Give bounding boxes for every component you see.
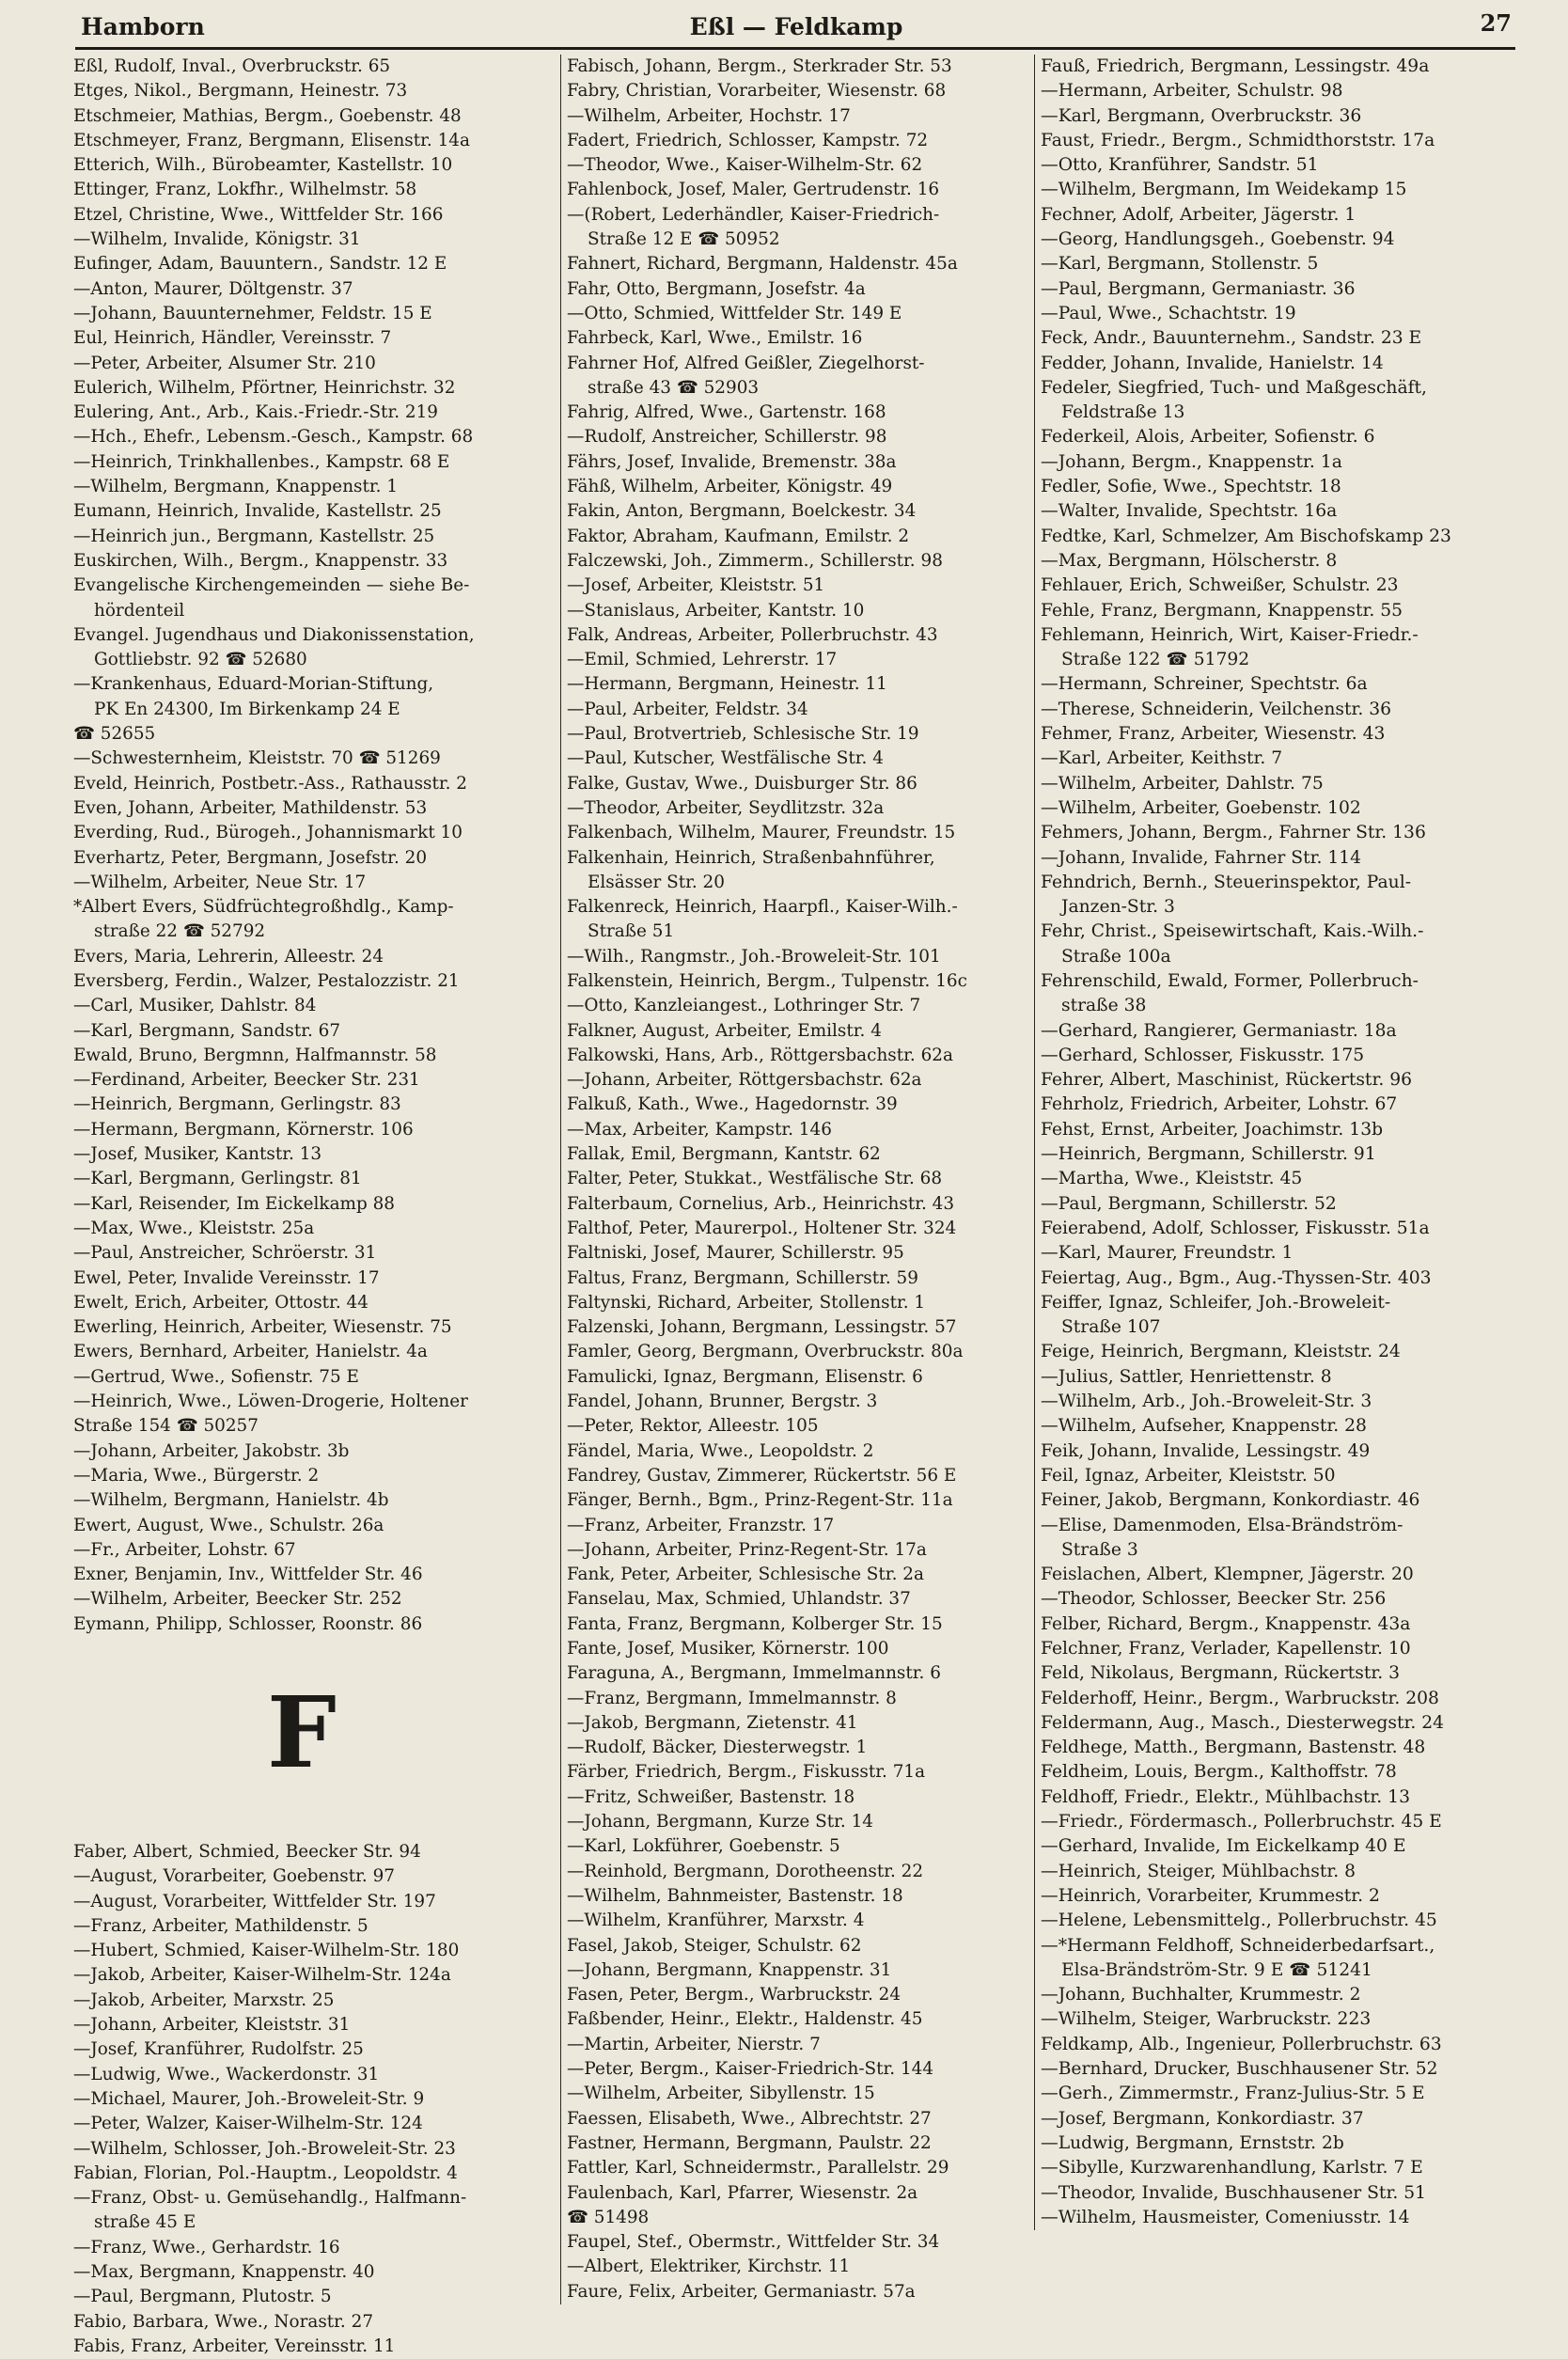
directory-entry: Fährs, Josef, Invalide, Bremenstr. 38a (567, 451, 897, 472)
directory-entry: Eumann, Heinrich, Invalide, Kastellstr. 25 (73, 501, 442, 522)
directory-entry: —Schwesternheim, Kleiststr. 70 ☎ 51269 (73, 748, 441, 769)
directory-entry: —Wilhelm, Bergmann, Im Weidekamp 15 (1041, 180, 1407, 200)
directory-entry: —Johann, Arbeiter, Prinz-Regent-Str. 17a (567, 1539, 927, 1560)
directory-entry: Faraguna, A., Bergmann, Immelmannstr. 6 (567, 1663, 941, 1684)
directory-entry: —Josef, Kranführer, Rudolfstr. 25 (73, 2039, 364, 2060)
directory-entry: —Johann, Arbeiter, Jakobstr. 3b (73, 1440, 350, 1461)
directory-entry: Feldhege, Matth., Bergmann, Bastenstr. 48 (1041, 1738, 1426, 1758)
directory-entry: —Helene, Lebensmittelg., Pollerbruchstr. 45 (1041, 1911, 1437, 1931)
directory-entry: Feiertag, Aug., Bgm., Aug.-Thyssen-Str. 403 (1041, 1267, 1432, 1288)
directory-entry: —*Hermann Feldhoff, Schneiderbedarfsart., (1041, 1935, 1435, 1956)
directory-entry: Everhartz, Peter, Bergmann, Josefstr. 20 (73, 847, 428, 868)
directory-entry: Fante, Josef, Musiker, Körnerstr. 100 (567, 1639, 889, 1659)
directory-entry: Etschmeier, Mathias, Bergm., Goebenstr. 48 (73, 105, 462, 126)
directory-entry: —Peter, Arbeiter, Alsumer Str. 210 (73, 353, 376, 373)
directory-entry: —Wilhelm, Kranführer, Marxstr. 4 (567, 1911, 865, 1931)
directory-entry: —Therese, Schneiderin, Veilchenstr. 36 (1041, 699, 1392, 719)
directory-entry: Eufinger, Adam, Bauuntern., Sandstr. 12 E (73, 254, 447, 275)
directory-entry: —Paul, Brotvertrieb, Schlesische Str. 19 (567, 724, 919, 745)
directory-entry: Eulering, Ant., Arb., Kais.-Friedr.-Str. 219 (73, 402, 439, 423)
directory-entry: —Johann, Bergm., Knappenstr. 1a (1041, 451, 1342, 472)
directory-entry: Eveld, Heinrich, Postbetr.-Ass., Rathausstr. 2 (73, 773, 468, 794)
directory-entry: Faltniski, Josef, Maurer, Schillerstr. 95 (567, 1243, 904, 1264)
directory-entry: Fedeler, Siegfried, Tuch- und Maßgeschäft, (1041, 377, 1427, 398)
directory-entry: —Theodor, Wwe., Kaiser-Wilhelm-Str. 62 (567, 155, 923, 176)
directory-entry: —Franz, Arbeiter, Mathildenstr. 5 (73, 1915, 368, 1936)
directory-entry: —Josef, Bergmann, Konkordiastr. 37 (1041, 2108, 1364, 2129)
directory-entry: Faßbender, Heinr., Elektr., Haldenstr. 45 (567, 2009, 923, 2030)
directory-entry: —Wilhelm, Arbeiter, Sibyllenstr. 15 (567, 2084, 875, 2104)
directory-entry: —Karl, Arbeiter, Keithstr. 7 (1041, 748, 1283, 769)
directory-entry: Faessen, Elisabeth, Wwe., Albrechtstr. 27 (567, 2108, 932, 2129)
directory-entry: Evangelische Kirchengemeinden — siehe Be- (73, 575, 470, 596)
directory-entry: Etges, Nikol., Bergmann, Heinestr. 73 (73, 81, 408, 102)
directory-entry: —Gerh., Zimmermstr., Franz-Julius-Str. 5 E (1041, 2084, 1425, 2104)
column-1-entries-e (73, 55, 543, 1637)
directory-entry: —Gertrud, Wwe., Sofienstr. 75 E (73, 1366, 359, 1387)
directory-entry: —Albert, Elektriker, Kirchstr. 11 (567, 2257, 851, 2277)
page-header (81, 9, 1512, 47)
directory-entry: Feiffer, Ignaz, Schleifer, Joh.-Broweleit- (1041, 1292, 1391, 1313)
directory-entry: —Fr., Arbeiter, Lohstr. 67 (73, 1539, 296, 1560)
directory-entry: Fehmer, Franz, Arbeiter, Wiesenstr. 43 (1041, 724, 1386, 745)
directory-entry: —Franz, Arbeiter, Franzstr. 17 (567, 1515, 835, 1535)
directory-entry: Falczewski, Joh., Zimmerm., Schillerstr. 98 (567, 550, 943, 571)
directory-entry: —Max, Bergmann, Knappenstr. 40 (73, 2262, 375, 2283)
directory-entry: ☎ 52655 (73, 724, 156, 745)
directory-entry: Fechner, Adolf, Arbeiter, Jägerstr. 1 (1041, 204, 1356, 225)
directory-entry: Straße 3 (1061, 1539, 1138, 1560)
directory-entry: Eßl, Rudolf, Inval., Overbruckstr. 65 (73, 56, 391, 76)
directory-entry: —Johann, Bergmann, Knappenstr. 31 (567, 1959, 892, 1980)
directory-entry: —Wilhelm, Arbeiter, Beecker Str. 252 (73, 1589, 402, 1610)
directory-entry: —Hermann, Arbeiter, Schulstr. 98 (1041, 81, 1343, 102)
header-center-range: Eßl — Feldkamp (689, 13, 903, 40)
directory-entry: Feislachen, Albert, Klempner, Jägerstr. 20 (1041, 1565, 1414, 1585)
directory-entry: —Franz, Bergmann, Immelmannstr. 8 (567, 1688, 897, 1708)
directory-entry: Fahnert, Richard, Bergmann, Haldenstr. 45a (567, 254, 958, 275)
directory-entry: Fasel, Jakob, Steiger, Schulstr. 62 (567, 1935, 862, 1956)
directory-entry: Falkner, August, Arbeiter, Emilstr. 4 (567, 1020, 882, 1041)
directory-entry: —Heinrich jun., Bergmann, Kastellstr. 25 (73, 526, 435, 546)
directory-entry: Fehr, Christ., Speisewirtschaft, Kais.-Wilh.- (1041, 921, 1424, 942)
directory-entry: Falkuß, Kath., Wwe., Hagedornstr. 39 (567, 1094, 898, 1115)
directory-entry: straße 43 ☎ 52903 (588, 377, 760, 398)
directory-entry: —Wilh., Rangmstr., Joh.-Broweleit-Str. 101 (567, 946, 941, 967)
directory-entry: —Ludwig, Wwe., Wackerdonstr. 31 (73, 2064, 380, 2084)
directory-entry: straße 45 E (94, 2212, 196, 2233)
directory-entry: —Gerhard, Invalide, Im Eickelkamp 40 E (1041, 1836, 1406, 1857)
directory-entry: Fedtke, Karl, Schmelzer, Am Bischofskamp 23 (1041, 526, 1451, 546)
directory-entry: Famulicki, Ignaz, Bergmann, Elisenstr. 6 (567, 1366, 923, 1387)
section-letter: F (267, 1675, 337, 1790)
column-1 (73, 55, 543, 2359)
directory-entry: —Karl, Bergmann, Sandstr. 67 (73, 1020, 341, 1041)
directory-entry: —Sibylle, Kurzwarenhandlung, Karlstr. 7 E (1041, 2158, 1423, 2178)
directory-entry: Etschmeyer, Franz, Bergmann, Elisenstr. 14a (73, 130, 470, 150)
directory-entry: Fehlauer, Erich, Schweißer, Schulstr. 23 (1041, 575, 1399, 596)
directory-entry: Ewelt, Erich, Arbeiter, Ottostr. 44 (73, 1292, 368, 1313)
directory-entry: —Otto, Schmied, Wittfelder Str. 149 E (567, 303, 902, 323)
directory-entry: —Josef, Musiker, Kantstr. 13 (73, 1144, 322, 1165)
directory-entry: —Karl, Bergmann, Gerlingstr. 81 (73, 1169, 362, 1189)
directory-entry: —Gerhard, Schlosser, Fiskusstr. 175 (1041, 1045, 1365, 1065)
directory-entry: —Stanislaus, Arbeiter, Kantstr. 10 (567, 600, 865, 621)
directory-entry: Etterich, Wilh., Bürobeamter, Kastellstr. 10 (73, 155, 453, 176)
directory-entry: Fauß, Friedrich, Bergmann, Lessingstr. 49a (1041, 56, 1430, 76)
directory-entry: Faure, Felix, Arbeiter, Germaniastr. 57a (567, 2281, 916, 2302)
directory-entry: Straße 100a (1061, 946, 1171, 967)
directory-entry: —Theodor, Invalide, Buschhausener Str. 51 (1041, 2182, 1426, 2203)
directory-entry: Eversberg, Ferdin., Walzer, Pestalozzistr. 21 (73, 970, 460, 991)
directory-entry: —Hubert, Schmied, Kaiser-Wilhelm-Str. 180 (73, 1941, 460, 1961)
directory-entry: —Otto, Kranführer, Sandstr. 51 (1041, 155, 1319, 176)
directory-entry: Faulenbach, Karl, Pfarrer, Wiesenstr. 2a (567, 2182, 918, 2203)
directory-entry: Gottliebstr. 92 ☎ 52680 (94, 650, 307, 670)
directory-entry: —Hermann, Bergmann, Körnerstr. 106 (73, 1119, 414, 1140)
directory-entry: —Martin, Arbeiter, Nierstr. 7 (567, 2034, 821, 2054)
directory-entry: —Paul, Wwe., Schachtstr. 19 (1041, 303, 1296, 323)
directory-entry: PK En 24300, Im Birkenkamp 24 E (94, 699, 400, 719)
directory-entry: Fabian, Florian, Pol.-Hauptm., Leopoldstr. 4 (73, 2162, 458, 2183)
directory-entry: —Ferdinand, Arbeiter, Beecker Str. 231 (73, 1070, 420, 1091)
directory-entry: Fändel, Maria, Wwe., Leopoldstr. 2 (567, 1440, 874, 1461)
directory-entry: Ewald, Bruno, Bergmnn, Halfmannstr. 58 (73, 1045, 437, 1065)
directory-entry: —Peter, Walzer, Kaiser-Wilhelm-Str. 124 (73, 2114, 423, 2134)
directory-entry: —Johann, Arbeiter, Kleiststr. 31 (73, 2015, 351, 2036)
directory-entry: Fank, Peter, Arbeiter, Schlesische Str. 2a (567, 1565, 924, 1585)
directory-entry: Falzenski, Johann, Bergmann, Lessingstr. 57 (567, 1317, 957, 1338)
directory-entry: —Wilhelm, Aufseher, Knappenstr. 28 (1041, 1416, 1367, 1437)
directory-entry: —Peter, Rektor, Alleestr. 105 (567, 1416, 819, 1437)
directory-entry: Straße 51 (588, 921, 675, 942)
directory-entry: Elsässer Str. 20 (588, 872, 725, 892)
directory-entry: Faltus, Franz, Bergmann, Schillerstr. 59 (567, 1267, 918, 1288)
directory-entry: Fehrholz, Friedrich, Arbeiter, Lohstr. 67 (1041, 1094, 1398, 1115)
directory-entry: Euskirchen, Wilh., Bergm., Knappenstr. 33 (73, 550, 448, 571)
directory-entry: —Paul, Bergmann, Plutostr. 5 (73, 2287, 332, 2307)
directory-entry: Fanta, Franz, Bergmann, Kolberger Str. 15 (567, 1613, 943, 1634)
directory-entry: Falkenreck, Heinrich, Haarpfl., Kaiser-Wilh.- (567, 897, 958, 918)
directory-entry: —Johann, Bergmann, Kurze Str. 14 (567, 1812, 874, 1832)
directory-entry: —Anton, Maurer, Döltgenstr. 37 (73, 278, 353, 299)
directory-entry: Faupel, Stef., Obermstr., Wittfelder Str. 34 (567, 2232, 940, 2253)
directory-entry: —Franz, Wwe., Gerhardstr. 16 (73, 2237, 340, 2257)
directory-entry: —Heinrich, Trinkhallenbes., Kampstr. 68 E (73, 451, 450, 472)
directory-entry: Fallak, Emil, Bergmann, Kantstr. 62 (567, 1144, 881, 1165)
directory-entry: Fastner, Hermann, Bergmann, Paulstr. 22 (567, 2132, 932, 2153)
directory-entry: —Hermann, Schreiner, Spechtstr. 6a (1041, 674, 1368, 695)
directory-entry: Fahrbeck, Karl, Wwe., Emilstr. 16 (567, 328, 863, 349)
section-letter-box (73, 1637, 543, 1840)
directory-entry: Fahrig, Alfred, Wwe., Gartenstr. 168 (567, 402, 886, 423)
directory-entry: —(Robert, Lederhändler, Kaiser-Friedrich- (567, 204, 940, 225)
directory-entry: —Wilhelm, Arbeiter, Hochstr. 17 (567, 105, 851, 126)
directory-entry: —Wilhelm, Arbeiter, Dahlstr. 75 (1041, 773, 1324, 794)
directory-entry: straße 22 ☎ 52792 (94, 921, 266, 942)
directory-entry: —Paul, Anstreicher, Schröerstr. 31 (73, 1243, 377, 1264)
directory-entry: Färber, Friedrich, Bergm., Fiskusstr. 71a (567, 1762, 926, 1783)
directory-entry: Feldhoff, Friedr., Elektr., Mühlbachstr. 13 (1041, 1786, 1410, 1807)
directory-entry: Straße 107 (1061, 1317, 1161, 1338)
directory-entry: Falkenhain, Heinrich, Straßenbahnführer, (567, 847, 935, 868)
directory-entry: —Max, Arbeiter, Kampstr. 146 (567, 1119, 832, 1140)
directory-entry: Fedder, Johann, Invalide, Hanielstr. 14 (1041, 353, 1384, 373)
directory-entry: Feldstraße 13 (1061, 402, 1185, 423)
directory-entry: —Wilhelm, Bergmann, Knappenstr. 1 (73, 477, 399, 497)
directory-entry: Fehle, Franz, Bergmann, Knappenstr. 55 (1041, 600, 1403, 621)
directory-entry: —Ludwig, Bergmann, Ernststr. 2b (1041, 2132, 1344, 2153)
directory-entry: Fehndrich, Bernh., Steuerinspektor, Paul- (1041, 872, 1412, 892)
directory-entry: —Karl, Lokführer, Goebenstr. 5 (567, 1836, 840, 1857)
directory-entry: —Johann, Arbeiter, Röttgersbachstr. 62a (567, 1070, 922, 1091)
directory-entry: Fehmers, Johann, Bergm., Fahrner Str. 136 (1041, 823, 1426, 843)
directory-entry: Falkenbach, Wilhelm, Maurer, Freundstr. 15 (567, 823, 956, 843)
column-1-entries-f (73, 1840, 543, 2359)
column-3 (1034, 55, 1523, 2230)
directory-entry: Fadert, Friedrich, Schlosser, Kampstr. 72 (567, 130, 929, 150)
directory-entry: Fähß, Wilhelm, Arbeiter, Königstr. 49 (567, 477, 893, 497)
directory-entry: —Maria, Wwe., Bürgerstr. 2 (73, 1465, 320, 1486)
directory-entry: Fehst, Ernst, Arbeiter, Joachimstr. 13b (1041, 1119, 1384, 1140)
directory-entry: —Hermann, Bergmann, Heinestr. 11 (567, 674, 887, 695)
directory-entry: Eul, Heinrich, Händler, Vereinsstr. 7 (73, 328, 392, 349)
directory-entry: Fakin, Anton, Bergmann, Boelckestr. 34 (567, 501, 917, 522)
directory-entry: —Georg, Handlungsgeh., Goebenstr. 94 (1041, 229, 1395, 250)
directory-entry: —Josef, Arbeiter, Kleiststr. 51 (567, 575, 825, 596)
directory-entry: Ewel, Peter, Invalide Vereinsstr. 17 (73, 1267, 380, 1288)
directory-entry: —Michael, Maurer, Joh.-Broweleit-Str. 9 (73, 2088, 425, 2109)
page-number: 27 (1480, 9, 1512, 37)
directory-entry: —Emil, Schmied, Lehrerstr. 17 (567, 650, 838, 670)
directory-entry: Straße 122 ☎ 51792 (1061, 650, 1250, 670)
directory-entry: —Wilhelm, Schlosser, Joh.-Broweleit-Str. 23 (73, 2138, 456, 2159)
directory-entry: —Walter, Invalide, Spechtstr. 16a (1041, 501, 1338, 522)
directory-entry: —Fritz, Schweißer, Bastenstr. 18 (567, 1786, 855, 1807)
directory-entry: Elsa-Brändström-Str. 9 E ☎ 51241 (1061, 1959, 1372, 1980)
directory-entry: Feldermann, Aug., Masch., Diesterwegstr. 24 (1041, 1712, 1445, 1733)
directory-entry: —Max, Wwe., Kleiststr. 25a (73, 1218, 315, 1238)
header-rule (75, 47, 1515, 50)
directory-entry: —Wilhelm, Arbeiter, Neue Str. 17 (73, 872, 367, 892)
directory-entry: —Rudolf, Anstreicher, Schillerstr. 98 (567, 427, 887, 448)
directory-entry: Falter, Peter, Stukkat., Westfälische Str. 68 (567, 1169, 943, 1189)
directory-entry: Evangel. Jugendhaus und Diakonissenstation, (73, 624, 475, 645)
directory-entry: —Karl, Reisender, Im Eickelkamp 88 (73, 1193, 395, 1214)
directory-entry: Feldheim, Louis, Bergm., Kalthoffstr. 78 (1041, 1762, 1397, 1783)
directory-entry: —Paul, Kutscher, Westfälische Str. 4 (567, 748, 884, 769)
directory-entry: Feil, Ignaz, Arbeiter, Kleiststr. 50 (1041, 1465, 1336, 1486)
directory-entry: Felchner, Franz, Verlader, Kapellenstr. 10 (1041, 1639, 1411, 1659)
directory-entry: Faber, Albert, Schmied, Beecker Str. 94 (73, 1842, 421, 1862)
directory-entry: Fahrner Hof, Alfred Geißler, Ziegelhorst- (567, 353, 925, 373)
directory-entry: Ewert, August, Wwe., Schulstr. 26a (73, 1515, 384, 1535)
directory-entry: Fandel, Johann, Brunner, Bergstr. 3 (567, 1392, 878, 1412)
directory-entry: Fabisch, Johann, Bergm., Sterkrader Str. 53 (567, 56, 952, 76)
directory-entry: Faust, Friedr., Bergm., Schmidthorststr. 17a (1041, 130, 1435, 150)
directory-entry: —Paul, Bergmann, Schillerstr. 52 (1041, 1193, 1337, 1214)
directory-entry: Fabis, Franz, Arbeiter, Vereinsstr. 11 (73, 2335, 396, 2356)
directory-entry: —Karl, Maurer, Freundstr. 1 (1041, 1243, 1294, 1264)
directory-entry: —Martha, Wwe., Kleiststr. 45 (1041, 1169, 1303, 1189)
directory-entry: —Wilhelm, Hausmeister, Comeniusstr. 14 (1041, 2207, 1410, 2227)
directory-entry: Falk, Andreas, Arbeiter, Pollerbruchstr. 43 (567, 624, 938, 645)
directory-entry: Falke, Gustav, Wwe., Duisburger Str. 86 (567, 773, 917, 794)
directory-entry: —Elise, Damenmoden, Elsa-Brändström- (1041, 1515, 1403, 1535)
directory-entry: Fattler, Karl, Schneidermstr., Parallelstr. 29 (567, 2158, 949, 2178)
column-2 (560, 55, 1042, 2304)
directory-entry: —Jakob, Bergmann, Zietenstr. 41 (567, 1712, 858, 1733)
directory-entry: —Julius, Sattler, Henriettenstr. 8 (1041, 1366, 1332, 1387)
directory-entry: Straße 154 ☎ 50257 (73, 1416, 259, 1437)
directory-entry: Feik, Johann, Invalide, Lessingstr. 49 (1041, 1440, 1371, 1461)
directory-entry: Fedler, Sofie, Wwe., Spechtstr. 18 (1041, 477, 1341, 497)
directory-entry: straße 38 (1061, 996, 1147, 1016)
directory-entry: —Hch., Ehefr., Lebensm.-Gesch., Kampstr. 68 (73, 427, 474, 448)
directory-entry: —Theodor, Schlosser, Beecker Str. 256 (1041, 1589, 1387, 1610)
directory-entry: Fahr, Otto, Bergmann, Josefstr. 4a (567, 278, 866, 299)
directory-entry: —Reinhold, Bergmann, Dorotheenstr. 22 (567, 1861, 924, 1881)
directory-entry: Exner, Benjamin, Inv., Wittfelder Str. 46 (73, 1565, 423, 1585)
directory-entry: Falkowski, Hans, Arb., Röttgersbachstr. 62a (567, 1045, 953, 1065)
header-left-town: Hamborn (81, 13, 205, 40)
directory-entry: —Theodor, Arbeiter, Seydlitzstr. 32a (567, 797, 885, 818)
directory-entry: Fanselau, Max, Schmied, Uhlandstr. 37 (567, 1589, 911, 1610)
directory-entry: Fabio, Barbara, Wwe., Norastr. 27 (73, 2311, 374, 2332)
directory-entry: —Krankenhaus, Eduard-Morian-Stiftung, (73, 674, 434, 695)
directory-entry: —Johann, Buchhalter, Krummestr. 2 (1041, 1985, 1361, 2005)
directory-entry: —Wilhelm, Bahnmeister, Bastenstr. 18 (567, 1885, 903, 1906)
directory-entry: Feierabend, Adolf, Schlosser, Fiskusstr. 51a (1041, 1218, 1430, 1238)
directory-entry: —Friedr., Fördermasch., Pollerbruchstr. 45 E (1041, 1812, 1442, 1832)
directory-entry: Faktor, Abraham, Kaufmann, Emilstr. 2 (567, 526, 910, 546)
directory-entry: ☎ 51498 (567, 2207, 650, 2227)
directory-entry: —Jakob, Arbeiter, Kaiser-Wilhelm-Str. 124a (73, 1965, 451, 1986)
directory-entry: Even, Johann, Arbeiter, Mathildenstr. 53 (73, 797, 428, 818)
directory-entry: —Paul, Arbeiter, Feldstr. 34 (567, 699, 808, 719)
directory-entry: Feldkamp, Alb., Ingenieur, Pollerbruchstr. 63 (1041, 2034, 1442, 2054)
directory-entry: Felderhoff, Heinr., Bergm., Warbruckstr. 208 (1041, 1688, 1439, 1708)
column-3-entries (1041, 55, 1523, 2230)
directory-entry: —Otto, Kanzleiangest., Lothringer Str. 7 (567, 996, 921, 1016)
directory-entry: Eymann, Philipp, Schlosser, Roonstr. 86 (73, 1613, 423, 1634)
directory-entry: —Rudolf, Bäcker, Diesterwegstr. 1 (567, 1738, 868, 1758)
directory-entry: Eulerich, Wilhelm, Pförtner, Heinrichstr. 32 (73, 377, 456, 398)
directory-entry: Ewerling, Heinrich, Arbeiter, Wiesenstr. 75 (73, 1317, 452, 1338)
directory-entry: —Heinrich, Wwe., Löwen-Drogerie, Holtener (73, 1392, 468, 1412)
directory-entry: Evers, Maria, Lehrerin, Alleestr. 24 (73, 946, 384, 967)
directory-entry: —Heinrich, Bergmann, Gerlingstr. 83 (73, 1094, 401, 1115)
directory-entry: *Albert Evers, Südfrüchtegroßhdlg., Kamp- (73, 897, 454, 918)
directory-entry: Felber, Richard, Bergm., Knappenstr. 43a (1041, 1613, 1411, 1634)
directory-entry: —Heinrich, Vorarbeiter, Krummestr. 2 (1041, 1885, 1380, 1906)
directory-entry: Fabry, Christian, Vorarbeiter, Wiesenstr. 68 (567, 81, 947, 102)
directory-entry: Fahlenbock, Josef, Maler, Gertrudenstr. 16 (567, 180, 940, 200)
directory-entry: Feck, Andr., Bauunternehm., Sandstr. 23 E (1041, 328, 1422, 349)
directory-entry: Falkenstein, Heinrich, Bergm., Tulpenstr. 16c (567, 970, 967, 991)
column-2-entries (567, 55, 1042, 2304)
directory-entry: Faltynski, Richard, Arbeiter, Stollenstr. 1 (567, 1292, 926, 1313)
directory-entry: —Wilhelm, Invalide, Königstr. 31 (73, 229, 361, 250)
directory-entry: Etzel, Christine, Wwe., Wittfelder Str. 166 (73, 204, 444, 225)
directory-entry: —Paul, Bergmann, Germaniastr. 36 (1041, 278, 1356, 299)
directory-entry: Feld, Nikolaus, Bergmann, Rückertstr. 3 (1041, 1663, 1400, 1684)
directory-entry: Fänger, Bernh., Bgm., Prinz-Regent-Str. 11a (567, 1490, 953, 1511)
directory-entry: Federkeil, Alois, Arbeiter, Sofienstr. 6 (1041, 427, 1375, 448)
directory-entry: Fehrenschild, Ewald, Former, Pollerbruch- (1041, 970, 1419, 991)
directory-entry: —Franz, Obst- u. Gemüsehandlg., Halfmann- (73, 2188, 467, 2209)
directory-entry: —Johann, Invalide, Fahrner Str. 114 (1041, 847, 1362, 868)
directory-entry: Falthof, Peter, Maurerpol., Holtener Str. 324 (567, 1218, 957, 1238)
directory-entry: —Wilhelm, Arbeiter, Goebenstr. 102 (1041, 797, 1361, 818)
directory-entry: —Max, Bergmann, Hölscherstr. 8 (1041, 550, 1338, 571)
directory-entry: Famler, Georg, Bergmann, Overbruckstr. 80a (567, 1342, 964, 1362)
directory-entry: Ewers, Bernhard, Arbeiter, Hanielstr. 4a (73, 1342, 428, 1362)
directory-entry: —Peter, Bergm., Kaiser-Friedrich-Str. 144 (567, 2059, 934, 2080)
directory-entry: Fandrey, Gustav, Zimmerer, Rückertstr. 56 E (567, 1465, 957, 1486)
directory-entry: —Heinrich, Bergmann, Schillerstr. 91 (1041, 1144, 1376, 1165)
directory-entry: Feiner, Jakob, Bergmann, Konkordiastr. 46 (1041, 1490, 1420, 1511)
directory-entry: —Karl, Bergmann, Stollenstr. 5 (1041, 254, 1319, 275)
directory-entry: Straße 12 E ☎ 50952 (588, 229, 780, 250)
directory-entry: hördenteil (94, 600, 185, 621)
directory-entry: —Gerhard, Rangierer, Germaniastr. 18a (1041, 1020, 1397, 1041)
directory-entry: —Johann, Bauunternehmer, Feldstr. 15 E (73, 303, 432, 323)
directory-entry: Fehlemann, Heinrich, Wirt, Kaiser-Friedr.- (1041, 624, 1419, 645)
directory-entry: Fasen, Peter, Bergm., Warbruckstr. 24 (567, 1985, 902, 2005)
directory-entry: Janzen-Str. 3 (1061, 897, 1175, 918)
directory-entry: Feige, Heinrich, Bergmann, Kleiststr. 24 (1041, 1342, 1401, 1362)
directory-entry: —August, Vorarbeiter, Goebenstr. 97 (73, 1866, 395, 1887)
directory-entry: —August, Vorarbeiter, Wittfelder Str. 197 (73, 1891, 436, 1911)
directory-entry: —Bernhard, Drucker, Buschhausener Str. 52 (1041, 2059, 1438, 2080)
directory-entry: Fehrer, Albert, Maschinist, Rückertstr. 96 (1041, 1070, 1412, 1091)
directory-entry: —Jakob, Arbeiter, Marxstr. 25 (73, 1989, 335, 2010)
directory-entry: Falterbaum, Cornelius, Arb., Heinrichstr. 43 (567, 1193, 955, 1214)
directory-entry: Everding, Rud., Bürogeh., Johannismarkt 10 (73, 823, 463, 843)
directory-entry: —Carl, Musiker, Dahlstr. 84 (73, 996, 317, 1016)
directory-entry: —Wilhelm, Bergmann, Hanielstr. 4b (73, 1490, 389, 1511)
directory-entry: —Wilhelm, Steiger, Warbruckstr. 223 (1041, 2009, 1372, 2030)
directory-entry: —Heinrich, Steiger, Mühlbachstr. 8 (1041, 1861, 1356, 1881)
directory-entry: Ettinger, Franz, Lokfhr., Wilhelmstr. 58 (73, 180, 417, 200)
directory-entry: —Wilhelm, Arb., Joh.-Broweleit-Str. 3 (1041, 1392, 1372, 1412)
directory-entry: —Karl, Bergmann, Overbruckstr. 36 (1041, 105, 1362, 126)
